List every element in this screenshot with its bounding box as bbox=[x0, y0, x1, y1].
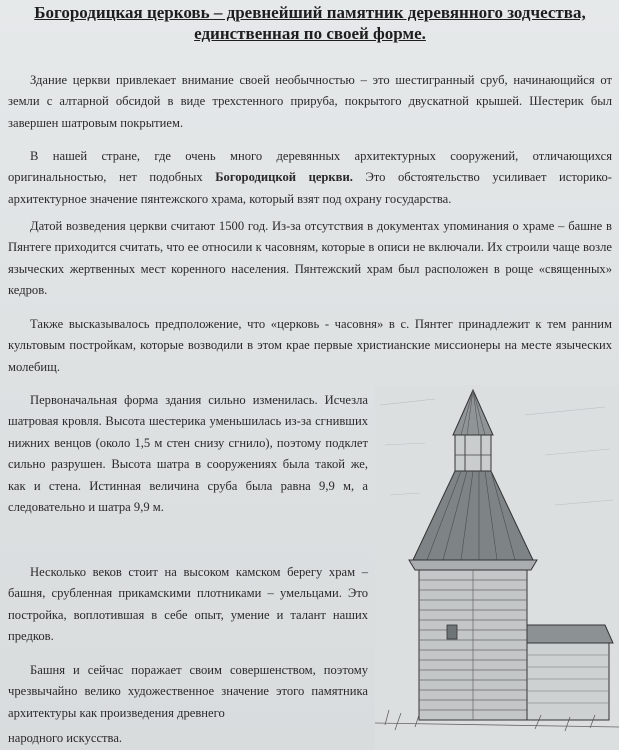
paragraph-4: Также высказывалось предположение, что «церковь - часовня» в с. Пянтег принадлежит к тем ранним культовым постройкам, которые возводили в этом крае первые христианские миссионеры на месте языческих молебищ. bbox=[8, 317, 612, 374]
church-sketch-illustration bbox=[375, 385, 619, 750]
paragraph-2 bbox=[8, 146, 612, 210]
page-title bbox=[20, 2, 600, 44]
paragraph-5: Первоначальная форма здания сильно изменилась. Исчезла шатровая кровля. Высота шестерика уменьшилась из-за сгнивших нижних венцов (около 1,5 м стен снизу сгнило), поэтому подклет сильно разрушен. Высота шатра в сооружениях была такой же, как и стена. Истинная величина сруба была равна 9,9 м, а следовательно и шатра 9,9 м. bbox=[8, 393, 368, 515]
paragraph-3: Датой возведения церкви считают 1500 год. Из-за отсутствия в документах упоминания о храме – башне в Пянтеге приходится считать, что ее относили к часовням, которые в описи не включали. Их строили чаще возле языческих жертвенных мест коренного населения. Пянтежский храм был расположен в роще «священных» кедров. bbox=[8, 219, 612, 298]
paragraph-1: Здание церкви привлекает внимание своей необычностью – это шестигранный сруб, начинающийся от земли с алтарной обсидой в виде трехстенного прируба, покрытого двускатной крышей. Шестерик был завершен шатровым покрытием. bbox=[8, 73, 612, 130]
title-rest: – древнейший памятник деревянного зодчества, единственная по своей форме. bbox=[194, 3, 586, 43]
title-lead: Богородицкая церковь bbox=[34, 3, 210, 22]
paragraph-8: народного искусства. bbox=[8, 731, 123, 745]
paragraph-2-bold: Богородицкой церкви. bbox=[215, 170, 353, 185]
paragraph-2-end: Это обстоятельство усиливает историко-архитектурное значение пянтежского храма, который взят под охрану государства. bbox=[8, 170, 612, 206]
paragraph-7: Башня и сейчас поражает своим совершенством, поэтому чрезвычайно велико художественное значение этого памятника архитектуры как произведения древнего bbox=[8, 663, 368, 720]
paragraph-6: Несколько веков стоит на высоком камском берегу храм – башня, срубленная прикамскими плотниками – умельцами. Это постройка, воплотившая в себе опыт, умение и талант наших предков. bbox=[8, 565, 368, 644]
paragraph-2-start: В нашей стране, где очень много деревянных архитектурных сооружений, отличающихся оригинальностью, нет подобных bbox=[8, 149, 612, 185]
